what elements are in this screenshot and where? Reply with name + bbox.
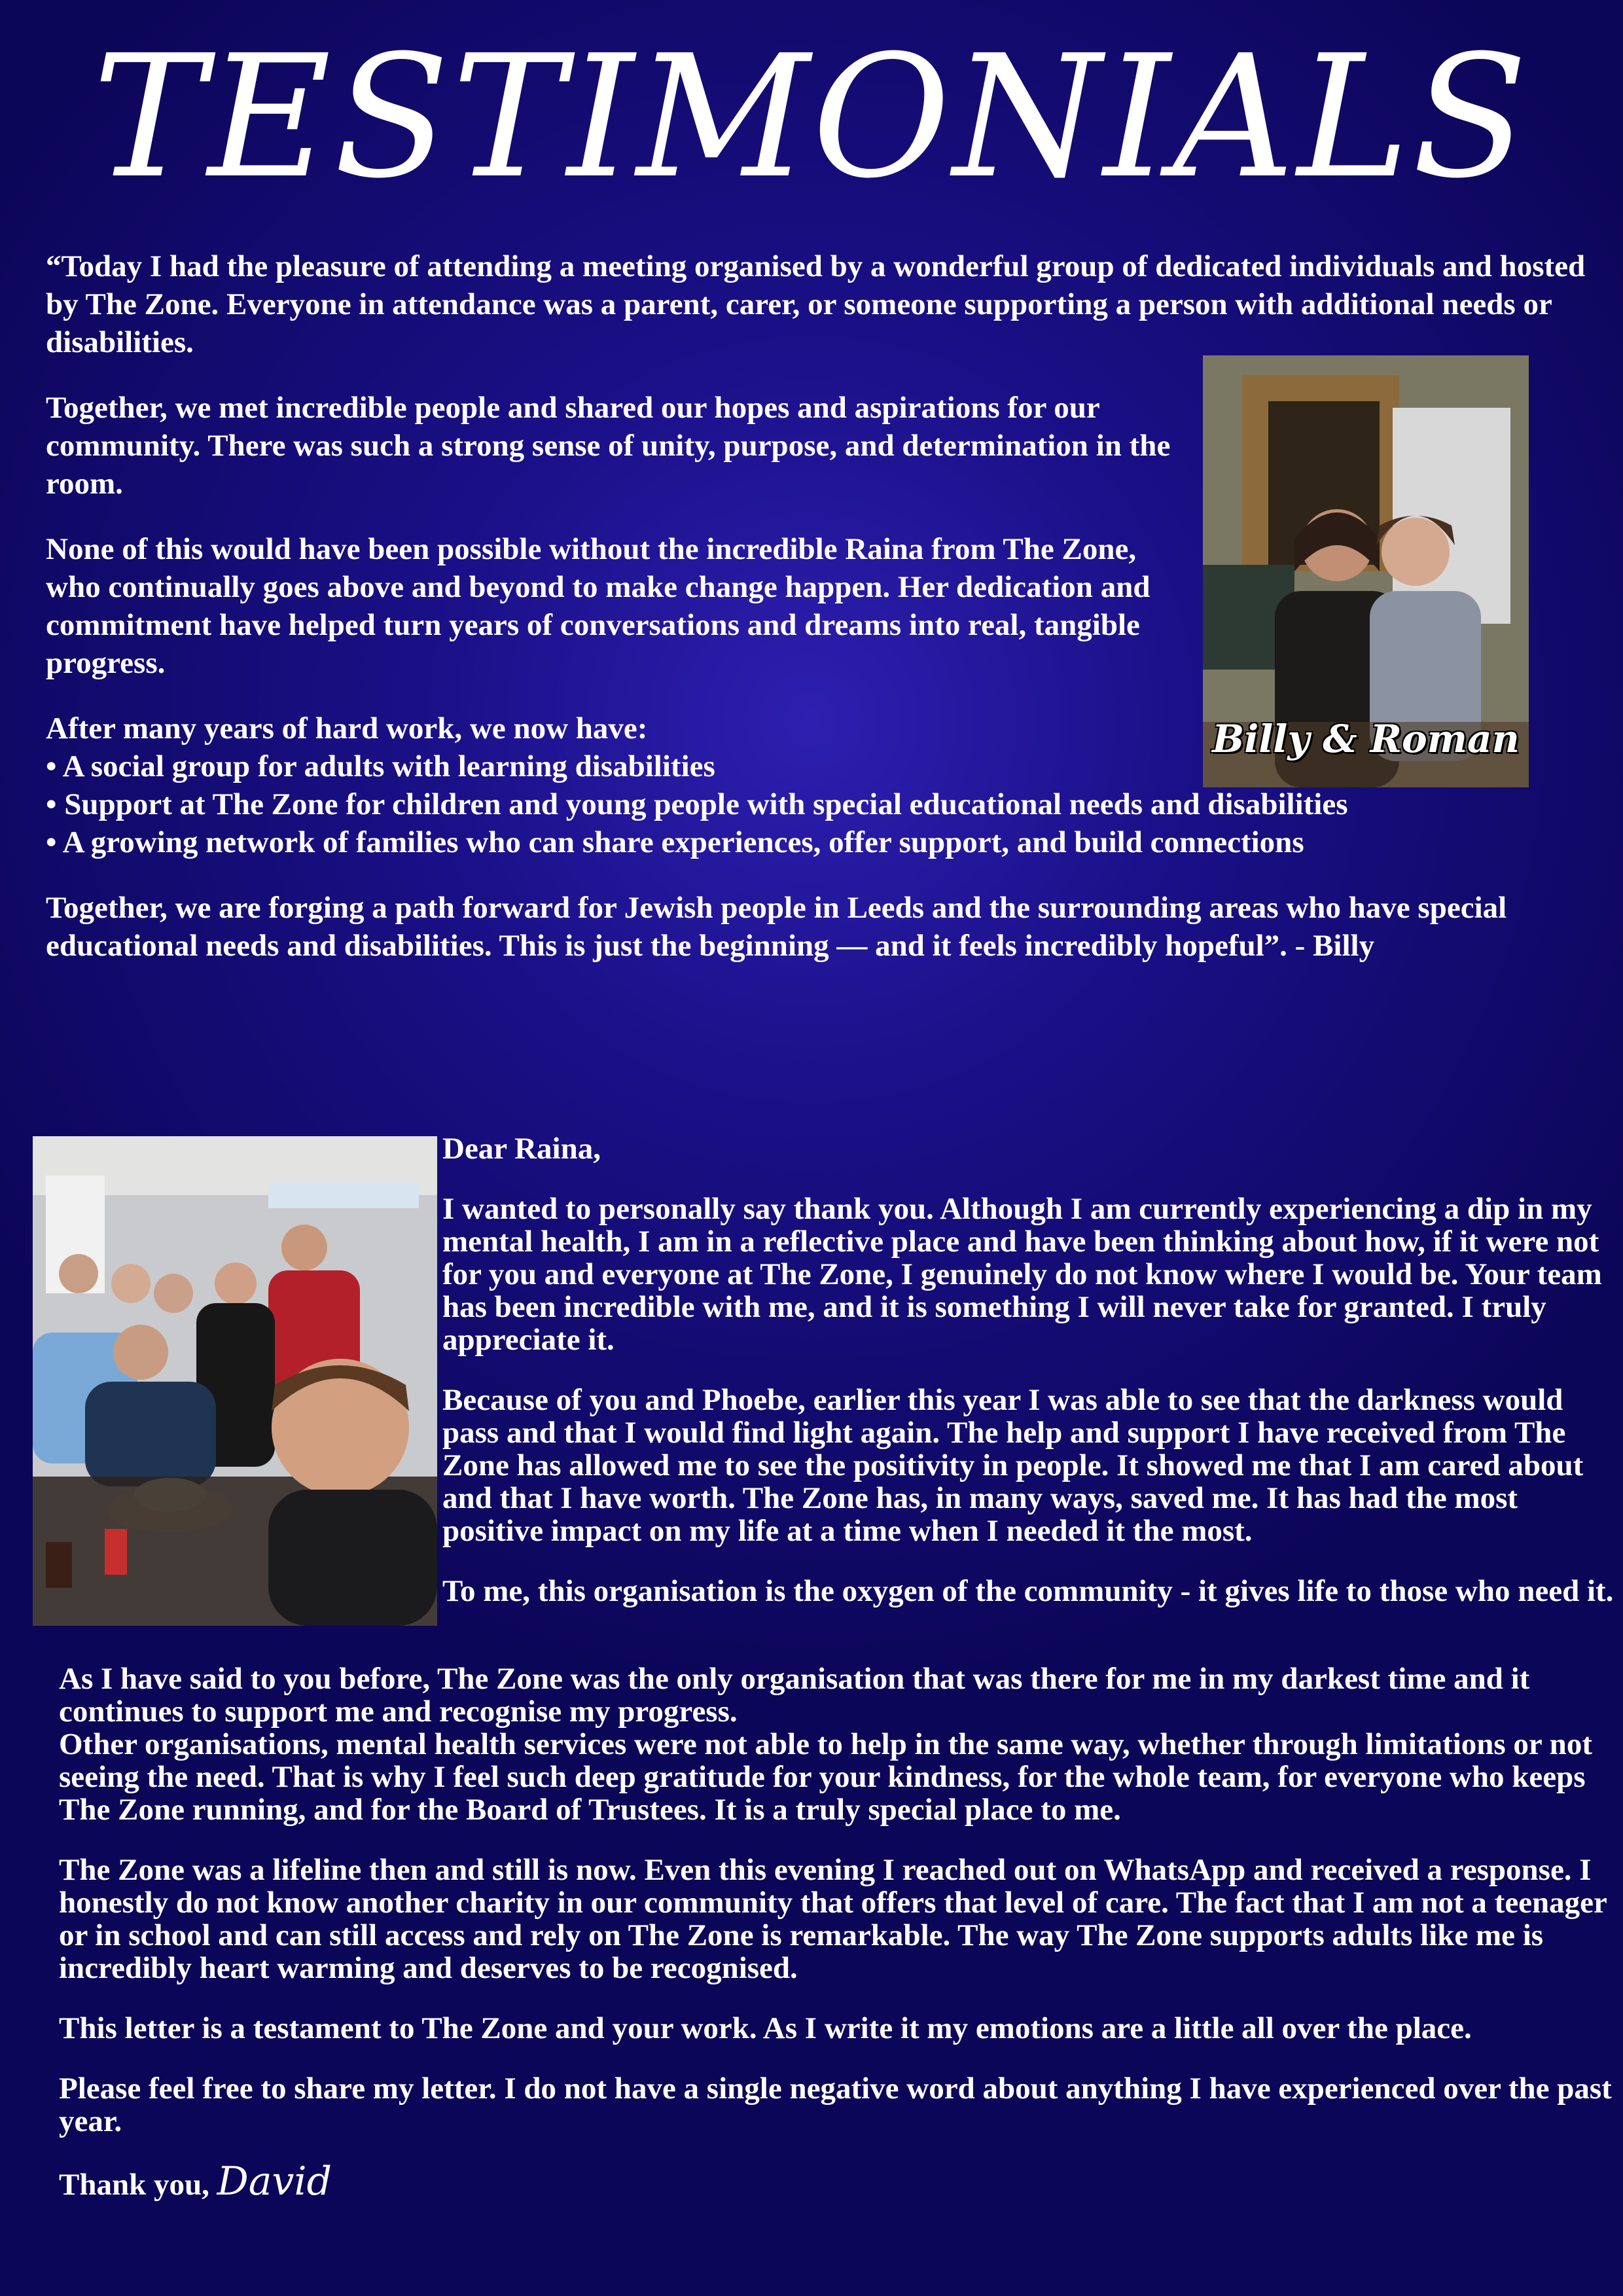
- letter-paragraph: The Zone was a lifeline then and still is now. Even this evening I reached out on WhatsApp and received a response. I honestly do not know another charity in our community that offers that level of care. The fact that I am not a teenager or in school and can still access and rely on The Zone is remarkable. The way The Zone supports adults like me is incredibly heart warming and deserves to be recognised.: [59, 1853, 1607, 1985]
- list-item: • Support at The Zone for children and young people with special educational needs and disabilities: [46, 787, 1348, 821]
- letter-paragraph: Because of you and Phoebe, earlier this year I was able to see that the darkness would pass and that I would find light again. The help and support I have received from The Zone has allowed me to see the positivity in people. It showed me that I am cared about and that I have worth. The Zone has, in many ways, saved me. It has had the most positive impact on my life at a time when I needed it the most.: [442, 1383, 1584, 1548]
- letter-paragraph: I wanted to personally say thank you. Although I am currently experiencing a dip in my mental health, I am in a reflective place and have been thinking about how, if it were not for you and everyone at The Zone, I genuinely do not know where I would be. Your team has been incredible with me, and it is something I will never take for granted. I truly appreciate it.: [442, 1192, 1602, 1357]
- letter-paragraph: Please feel free to share my letter. I do not have a single negative word about anything I have experienced over the past year.: [59, 2072, 1612, 2138]
- letter-signoff: [59, 2159, 1616, 2204]
- letter-salutation: Dear Raina,: [442, 1132, 601, 1166]
- testimonial-paragraph: None of this would have been possible without the incredible Raina from The Zone, who continually goes above and beyond to make change happen. Her dedication and commitment have helped turn years of conversations and dreams into real, tangible progress.: [46, 532, 1150, 680]
- list-item: • A social group for adults with learning disabilities: [46, 749, 715, 783]
- list-item: • A growing network of families who can share experiences, offer support, and build connections: [46, 825, 1304, 859]
- letter-paragraph: This letter is a testament to The Zone and your work. As I write it my emotions are a little all over the place.: [59, 2011, 1472, 2045]
- letter-paragraph: To me, this organisation is the oxygen of the community - it gives life to those who need it.: [442, 1574, 1614, 1608]
- photo-caption: Billy & Roman: [1212, 717, 1520, 761]
- testimonial-intro: “Today I had the pleasure of attending a meeting organised by a wonderful group of dedicated individuals and hosted by The Zone. Everyone in attendance was a parent, carer, or someone supporting a person with additional needs or disabilities.: [46, 249, 1586, 359]
- letter-paragraph: Other organisations, mental health services were not able to help in the same way, whether through limitations or not seeing the need. That is why I feel such deep gratitude for your kindness, for the whole team, for everyone who keeps The Zone running, and for the Board of Trustees. It is a truly special place to me.: [59, 1727, 1592, 1827]
- letter-david-bottom: [59, 1662, 1616, 2229]
- page-title: TESTIMONIALS: [92, 19, 1531, 215]
- testimonial-paragraph: Together, we met incredible people and shared our hopes and aspirations for our community. There was such a strong sense of unity, purpose, and determination in the room.: [46, 391, 1171, 501]
- letter-paragraph: As I have said to you before, The Zone was the only organisation that was there for me in my darkest time and it continues to support me and recognise my progress.: [59, 1662, 1530, 1729]
- list-lead: After many years of hard work, we now have:: [46, 711, 648, 745]
- letter-david-top: [442, 1132, 1614, 1635]
- testimonial-closing: Together, we are forging a path forward for Jewish people in Leeds and the surrounding areas who have special educational needs and disabilities. This is just the beginning — and it feels incredibly hopeful”. - Billy: [46, 891, 1507, 963]
- photo-illustration: [33, 1136, 437, 1626]
- photo-group-celebration: [33, 1136, 437, 1626]
- photo-billy-and-roman: [1203, 355, 1529, 787]
- letter-closing: Thank you,: [59, 2168, 209, 2202]
- letter-signature: David: [217, 2159, 332, 2204]
